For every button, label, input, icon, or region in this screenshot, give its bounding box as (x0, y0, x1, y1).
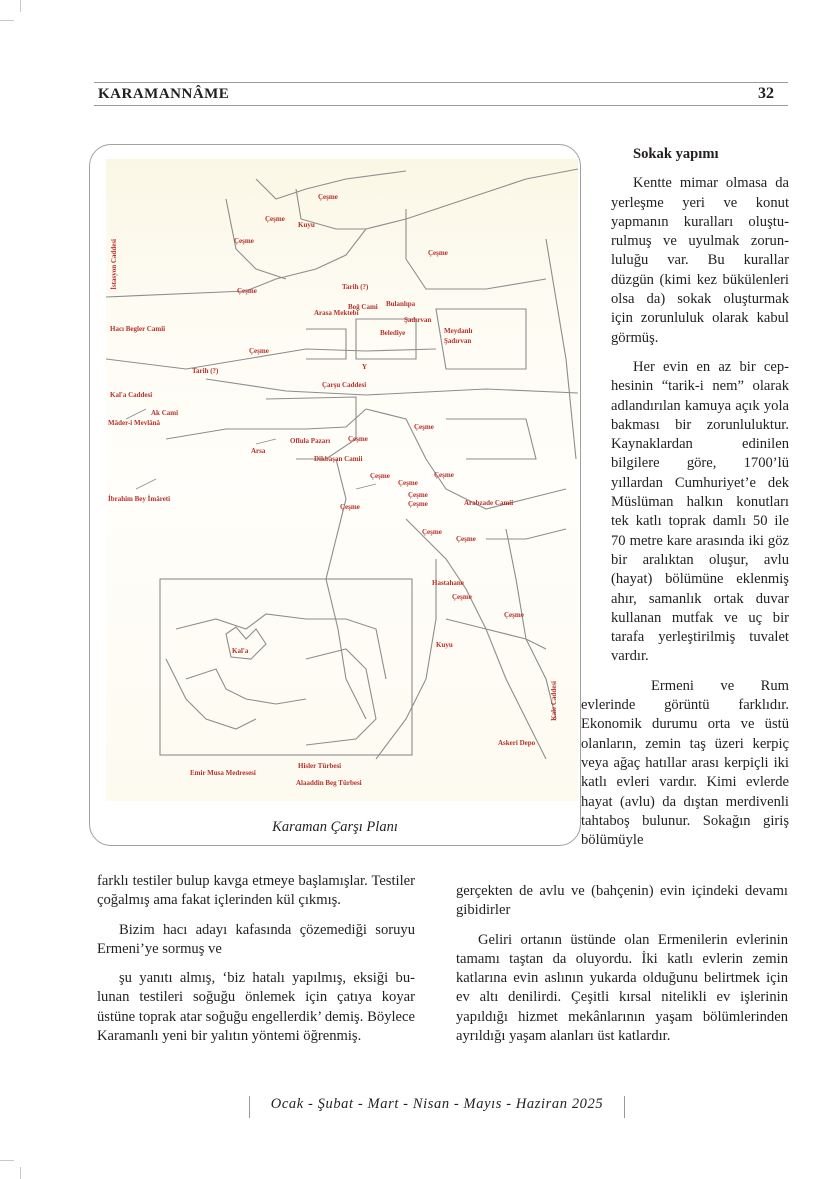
map-label: Askeri Depo (498, 739, 536, 747)
map-label: Belediye (380, 329, 406, 337)
map-label: Kal'a Caddesi (110, 391, 153, 399)
paragraph: Geliri ortanın üstünde olan Ermenilerin evlerinin tamamı taştan da oluyordu. İki katlı evlerin zemin katlarına evin aslının yukarda olduğunu belirtmek için ev altı denilirdi. Çeşitli kırsal nitelikli ev işlerinin yapıldığı hizmet mekânlarının yaşam bölümlerinden ayrıldığı yaşam alanları üst katlardır. (456, 931, 788, 1045)
map-label: Çeşme (422, 528, 442, 536)
map-label: Tarih (?) (342, 283, 369, 291)
issue-dates: Ocak - Şubat - Mart - Nisan - Mayıs - Haziran 2025 (270, 1096, 604, 1112)
map-figure (89, 144, 581, 846)
paragraph: Bizim hacı adayı kafasında çözemediği soruyu Ermeni’ye sormuş ve (97, 921, 415, 957)
map-label: Hastahane (432, 579, 464, 587)
map-streets (106, 159, 578, 801)
footer-divider (624, 1096, 625, 1118)
map-label-vertical: Kale Caddesi (550, 681, 558, 721)
map-label: Çarşu Caddesi (322, 381, 367, 389)
crop-mark (20, 0, 21, 12)
map-label: Şadırvan (404, 316, 432, 324)
bazaar-map-image (106, 159, 578, 801)
page-number: 32 (758, 85, 774, 102)
map-label: Çeşme (414, 423, 434, 431)
map-label: Çeşme (504, 611, 524, 619)
map-label: Dikbaşan Camii (314, 455, 363, 463)
map-label: Mâder-i Mevlânâ (108, 419, 161, 427)
footer-divider (249, 1096, 250, 1118)
map-label: Çeşme (348, 435, 368, 443)
map-label-vertical: İstasyon Caddesi (110, 239, 118, 290)
map-label: Ak Cami (151, 409, 179, 417)
paragraph: şu yanıtı almış, ‘biz hatalı yapılmış, eksiği bulunan testileri soğuğu önlemek için çatıya koyar üstüne toprak atar soğuğu engellerdik’ demiş. Böylece Karamanlı yeni bir yalıtın yöntemi öğrenmiş. (97, 970, 415, 1045)
map-label: Arasa Mektebi (314, 309, 359, 317)
bottom-right-column (456, 882, 788, 1046)
map-label: Çeşme (408, 500, 428, 508)
map-label: Çeşme (398, 479, 418, 487)
map-label: Tarih (?) (192, 367, 219, 375)
map-label: İbrahim Bey İmâreti (108, 495, 171, 503)
paragraph: Ermeni ve Rum evlerinde görüntü farklıdır. Ekonomik durumu orta ve üstü olanların, zemin taş üzeri kerpiç veya ağaç hatıllar arası kerpiçli iki katlı evleri vardır. Kimi evlerde hayat (avlu) da dıştan merdivenli tahtaboş bulunur. Sokağın giriş bölümüyle (581, 677, 789, 849)
map-label: Çeşme (370, 472, 390, 480)
map-label: Çeşme (456, 535, 476, 543)
map-label: Bulanlıpa (386, 300, 416, 308)
map-label: Meydanlı (444, 327, 473, 335)
map-label: Arabzade Camii (464, 499, 514, 507)
map-label: Kuyu (298, 221, 315, 229)
map-label: Y (362, 363, 368, 371)
map-label: Alaaddin Beg Türbesi (296, 779, 362, 787)
magazine-title: KARAMANNÂME (98, 86, 230, 102)
map-label: Çeşme (237, 287, 257, 295)
crop-mark (0, 20, 14, 21)
right-column (581, 145, 789, 850)
map-label: Hacı Begler Camii (110, 325, 166, 333)
paragraph: gerçekten de avlu ve (bahçenin) evin içindeki devamı gibidirler (456, 883, 788, 919)
section-subheading: Sokak yapımı (633, 146, 719, 162)
issue-footer (249, 1096, 625, 1118)
map-label: Arsa (251, 447, 266, 455)
crop-mark (0, 1160, 14, 1161)
map-label: Çeşme (428, 249, 448, 257)
map-label: Çeşme (265, 215, 285, 223)
figure-caption: Karaman Çarşı Planı (272, 819, 398, 835)
paragraph: Her evin en az bir cephesinin “tarik-i nem” olarak adlandırılan kamuya açık yola bakması bir zorunluluktur. Kaynaklardan edinilen bilgilere göre, 1700’lü yıllardan Cumhuriyet’e dek Müslüman halkın konutları tek katlı toprak damlı 50 ile 70 metre kare arasında iki göz bir aralıktan oluşur, avlu (hayat) bölümüne eklenmiş ahır, samanlık ortak duvar kullanan mutfak ve uç bir tarafa yerleştirilmiş tuvalet vardır. (611, 358, 789, 665)
map-label: Çeşme (434, 471, 454, 479)
map-label: Çeşme (452, 593, 472, 601)
map-label: Kuyu (436, 641, 453, 649)
map-label: Çeşme (249, 347, 269, 355)
map-label: Hisler Türbesi (298, 762, 342, 770)
map-label: Çeşme (234, 237, 254, 245)
paragraph: farklı testiler bulup kavga etmeye başlamışlar. Testiler çoğalmış ama fakat içlerinden kül çıkmış. (97, 873, 415, 909)
crop-mark (20, 1167, 21, 1179)
map-label: Şadırvan (444, 337, 472, 345)
map-label: Emir Musa Medresesi (190, 769, 256, 777)
map-label: Çeşme (408, 491, 428, 499)
map-label: Çeşme (318, 193, 338, 201)
map-label: Oflula Pazarı (290, 437, 331, 445)
map-label: Boğ Cami (348, 303, 378, 311)
map-label: Kal'a (232, 647, 249, 655)
running-header (94, 82, 788, 106)
map-label: Çeşme (340, 503, 360, 511)
paragraph: Kentte mimar olmasa da yerleşme yeri ve konut yapmanın kuralları oluşturulmuş ve uyulmak zorunluluğu var. Bu kurallar düzgün (kimi kez bükülenleri olsa da) sokak oluşturmak için zorunluluk olarak kabul görmüş. (611, 175, 789, 346)
bottom-left-column (97, 872, 415, 1046)
